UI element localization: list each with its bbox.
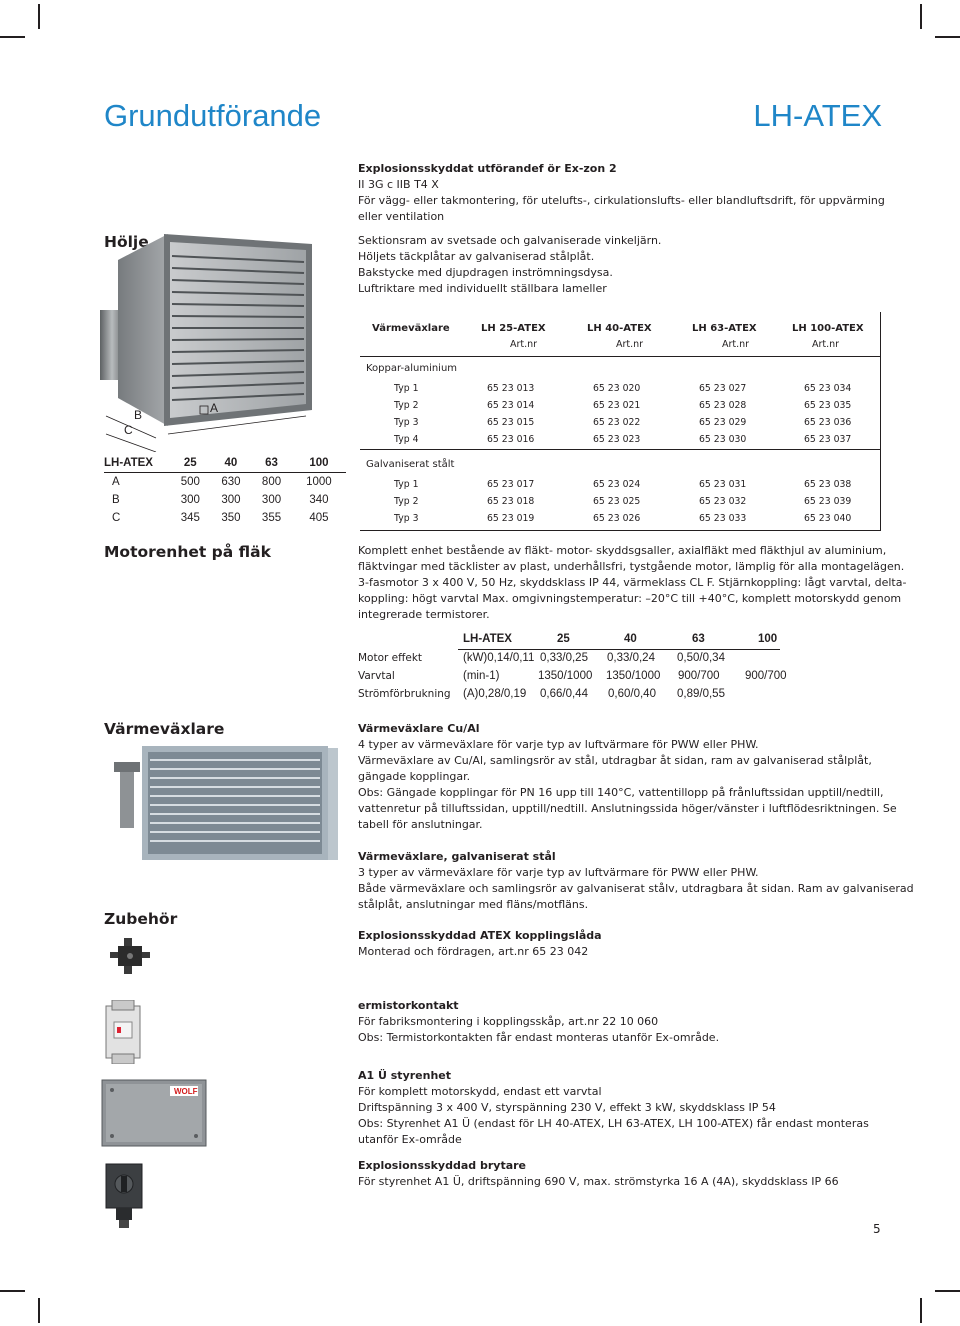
control-unit-icon — [100, 1076, 210, 1150]
hx-header-col: LH 25-ATEX — [481, 323, 546, 334]
motor-row-label: Motor effekt — [358, 652, 423, 664]
zubehor-line: För styrenhet A1 Ü, driftspänning 690 V, max. strömstyrka 16 A (4A), skyddsklass IP 66 — [358, 1175, 839, 1188]
hx-cell: 65 23 033 — [699, 513, 747, 524]
heat-exchanger-illustration — [106, 744, 346, 864]
hx-cell: Typ 3 — [394, 417, 419, 428]
crop-mark — [920, 4, 922, 29]
hx-cell: 65 23 017 — [487, 479, 535, 490]
table-row — [104, 509, 346, 527]
varme-line: Både värmeväxlare och samlingsrör av galvaniserat stålv, utdragbara åt sidan. Ram av galvaniserad — [358, 882, 914, 895]
zubehor-line: Driftspänning 3 x 400 V, styrspänning 230 V, effekt 3 kW, skyddsklass IP 54 — [358, 1101, 776, 1114]
table-row — [104, 491, 346, 509]
motor-cell: 1350/1000 — [538, 670, 593, 682]
hx-cell: Typ 4 — [394, 434, 419, 445]
zubehor-heading: Explosionsskyddad brytare — [358, 1159, 527, 1172]
motor-line: fläktvingar med täcklister av plast, underhållsfri, tystgående motor, lämplig för alla montagelägen. — [358, 560, 905, 573]
hx-subheader: Art.nr — [616, 339, 644, 350]
dim-cell: C — [112, 512, 121, 524]
motor-cell: (kW)0,14/0,11 — [463, 652, 535, 664]
hx-cell: 65 23 028 — [699, 400, 747, 411]
hx-subheader: Art.nr — [812, 339, 840, 350]
zubehor-heading: ermistorkontakt — [358, 999, 459, 1012]
air-heater-illustration — [96, 220, 352, 452]
table-row — [394, 510, 851, 527]
section-heading-zubehor: Zubehör — [104, 910, 178, 928]
table-row — [104, 473, 346, 492]
hx-cell: 65 23 013 — [487, 383, 535, 394]
hx-cell: 65 23 024 — [593, 479, 641, 490]
holje-line: Sektionsram av svetsade och galvaniserade vinkeljärn. — [358, 234, 662, 247]
motor-header: 40 — [624, 633, 637, 645]
table-row — [394, 476, 851, 493]
dim-header: 63 — [265, 457, 278, 469]
dim-label-a: A — [210, 401, 219, 415]
section-heading-motor: Motorenhet på fläk — [104, 543, 271, 561]
varme-description — [358, 721, 914, 913]
motor-cell: 900/700 — [745, 670, 787, 682]
hx-cell: 65 23 034 — [804, 383, 852, 394]
switch-icon — [100, 1160, 150, 1232]
dim-cell: 355 — [261, 512, 282, 524]
varme-line: gängade kopplingar. — [358, 770, 471, 783]
dim-header: 40 — [224, 457, 238, 469]
hx-cell: Typ 1 — [394, 383, 419, 394]
dim-cell: 340 — [309, 494, 329, 506]
dim-header: 100 — [309, 457, 329, 469]
hx-cell: 65 23 029 — [699, 417, 747, 428]
hx-cell: 65 23 036 — [804, 417, 852, 428]
motor-line: koppling: högt varvtal Max. omgivningstemperatur: –20°C till +40°C, komplett motorskydd genom — [358, 592, 902, 605]
thermistor-contact-icon — [100, 1000, 148, 1064]
hx-cell: 65 23 020 — [593, 383, 641, 394]
hx-subheader: Art.nr — [722, 339, 750, 350]
zubehor-line: För fabriksmontering i kopplingsskåp, art.nr 22 10 060 — [358, 1015, 659, 1028]
dim-cell: 300 — [261, 494, 282, 506]
varme-line: tabell för anslutningar. — [358, 818, 483, 831]
crop-mark — [38, 4, 40, 29]
dim-cell: A — [112, 476, 120, 488]
zubehor-line: Obs: Termistorkontakten får endast monteras utanför Ex-område. — [358, 1031, 720, 1044]
motor-header: 63 — [692, 633, 705, 645]
dimension-table — [104, 454, 346, 527]
dim-cell: 350 — [221, 512, 241, 524]
hx-cell: Typ 1 — [394, 479, 419, 490]
hx-cell: 65 23 019 — [487, 513, 535, 524]
hx-cell: 65 23 023 — [593, 434, 641, 445]
hx-table-copper — [394, 380, 851, 448]
varme-line: Värmeväxlare av Cu/Al, samlingsrör av stål, utdragbar åt sidan, ram av galvaniserad stålplåt, — [358, 754, 872, 767]
zubehor-item — [358, 1158, 878, 1190]
hx-table-galvanized — [394, 476, 851, 527]
table-row — [394, 380, 851, 397]
motor-line: Komplett enhet bestående av fläkt- motor- skyddsgsaller, axialfläkt med fläkthjul av aluminium, — [358, 544, 887, 557]
holje-heading: Explosionsskyddat utförandef ör Ex-zon 2 — [358, 162, 617, 175]
junction-box-icon — [106, 936, 154, 976]
hx-cell: 65 23 039 — [804, 496, 852, 507]
hx-cell: 65 23 026 — [593, 513, 641, 524]
motor-header: 100 — [758, 633, 778, 645]
motor-cell: 0,89/0,55 — [677, 688, 725, 700]
page-number: 5 — [873, 1222, 881, 1236]
hx-cell: Typ 2 — [394, 400, 419, 411]
holje-line: II 3G c IIB T4 X — [358, 178, 439, 191]
hx-header-col: LH 40-ATEX — [587, 323, 652, 334]
motor-cell: 0,50/0,34 — [677, 652, 725, 664]
table-row — [394, 431, 851, 448]
hx-cell: Typ 3 — [394, 513, 419, 524]
holje-line: eller ventilation — [358, 210, 445, 223]
motor-cell: (min-1) — [463, 670, 500, 682]
zubehor-line: Monterad och fördragen, art.nr 65 23 042 — [358, 945, 589, 958]
dim-header: 25 — [183, 457, 197, 469]
hx-header-col: LH 63-ATEX — [692, 323, 757, 334]
table-row — [394, 493, 851, 510]
motor-cell: (A)0,28/0,19 — [463, 688, 527, 700]
motor-line: integrerade termistorer. — [358, 608, 490, 621]
zubehor-heading: Explosionsskyddad ATEX kopplingslåda — [358, 929, 602, 942]
zubehor-line: För komplett motorskydd, endast ett varvtal — [358, 1085, 602, 1098]
varme-line: Obs: Gängade kopplingar för PN 16 upp till 140°C, vattentillopp på frånluftssidan upptill/nedtill, — [358, 786, 884, 799]
varme-line: 4 typer av värmeväxlare för varje typ av luftvärmare för PWW eller PHW. — [358, 738, 759, 751]
varme-line: 3 typer av värmeväxlare för varje typ av luftvärmare för PWW eller PHW. — [358, 866, 759, 879]
hx-cell: 65 23 027 — [699, 383, 747, 394]
dim-cell: 800 — [261, 476, 282, 488]
varme-heading: Värmeväxlare, galvaniserat stål — [358, 850, 556, 863]
dim-label-b: B — [134, 408, 143, 422]
hx-table-divider — [360, 356, 880, 357]
hx-cell: 65 23 015 — [487, 417, 535, 428]
hx-cell: 65 23 022 — [593, 417, 641, 428]
crop-mark — [920, 1298, 922, 1323]
hx-cell: 65 23 016 — [487, 434, 535, 445]
dim-cell: 300 — [221, 494, 241, 506]
motor-header: LH-ATEX — [463, 633, 512, 645]
page-title: Grundutförande — [104, 98, 322, 133]
holje-description — [358, 161, 885, 297]
dim-cell: 345 — [180, 512, 200, 524]
hx-table-divider — [360, 449, 880, 450]
motor-line: 3-fasmotor 3 x 400 V, 50 Hz, skyddsklass IP 44, värmeklass CL F. Stjärnkoppling: lågt varvtal, delta- — [358, 576, 907, 589]
wolf-logo: WOLF — [174, 1087, 198, 1096]
hx-subheader: Art.nr — [510, 339, 538, 350]
crop-mark — [38, 1298, 40, 1323]
hx-cell: 65 23 021 — [593, 400, 641, 411]
hx-cell: 65 23 037 — [804, 434, 852, 445]
zubehor-heading: A1 Ü styrenhet — [358, 1069, 452, 1082]
hx-cell: 65 23 014 — [487, 400, 535, 411]
motor-row-label: Varvtal — [358, 670, 395, 682]
motor-cell: 1350/1000 — [606, 670, 661, 682]
crop-mark — [935, 36, 960, 38]
motor-description — [358, 543, 907, 623]
dim-cell: 1000 — [306, 476, 332, 488]
hx-group-label: Galvaniserat stålt — [366, 459, 455, 470]
varme-line: stålplåt, anslutningar med fläns/motfläns. — [358, 898, 589, 911]
hx-cell: 65 23 032 — [699, 496, 747, 507]
motor-header: 25 — [557, 633, 570, 645]
hx-header-label: Värmeväxlare — [372, 323, 450, 334]
varme-heading: Värmeväxlare Cu/Al — [358, 722, 480, 735]
dim-header: LH-ATEX — [104, 457, 153, 469]
zubehor-line: utanför Ex-område — [358, 1133, 462, 1146]
motor-cell: 0,60/0,40 — [608, 688, 656, 700]
hx-cell: 65 23 030 — [699, 434, 747, 445]
dim-cell: 300 — [180, 494, 200, 506]
section-heading-varme: Värmeväxlare — [104, 720, 225, 738]
motor-cell: 0,66/0,44 — [540, 688, 588, 700]
crop-mark — [0, 36, 25, 38]
hx-header-col: LH 100-ATEX — [792, 323, 864, 334]
dim-cell: 630 — [221, 476, 241, 488]
dim-cell: B — [112, 494, 120, 506]
section-heading-holje: Hölje — [104, 233, 149, 251]
dim-cell: 405 — [309, 512, 329, 524]
hx-cell: 65 23 018 — [487, 496, 535, 507]
motor-row-label: Strömförbrukning — [358, 688, 451, 700]
zubehor-item — [358, 928, 878, 960]
hx-group-label: Koppar-aluminium — [366, 363, 458, 374]
zubehor-line: Obs: Styrenhet A1 Ü (endast för LH 40-ATEX, LH 63-ATEX, LH 100-ATEX) får endast monteras — [358, 1117, 869, 1130]
varme-line: vattenretur på tilluftssidan, upptill/nedtill. Anslutningssida höger/vänster i luftflödesriktningen. Se — [358, 802, 897, 815]
hx-cell: 65 23 035 — [804, 400, 852, 411]
holje-line: Höljets täckplåtar av galvaniserad stålplåt. — [358, 250, 595, 263]
hx-cell: 65 23 040 — [804, 513, 852, 524]
hx-cell: 65 23 038 — [804, 479, 852, 490]
motor-cell: 0,33/0,24 — [607, 652, 655, 664]
hx-cell: Typ 2 — [394, 496, 419, 507]
zubehor-item — [358, 1068, 878, 1148]
product-title: LH-ATEX — [753, 98, 882, 133]
motor-cell: 0,33/0,25 — [540, 652, 588, 664]
holje-line: För vägg- eller takmontering, för utelufts-, cirkulationslufts- eller blandluftsdrift, för uppvärming — [358, 194, 885, 207]
table-row — [394, 414, 851, 431]
motor-cell: 900/700 — [678, 670, 720, 682]
crop-mark — [935, 1290, 960, 1292]
dim-label-c: C — [124, 423, 133, 437]
dim-cell: 500 — [180, 476, 200, 488]
zubehor-item — [358, 998, 878, 1046]
table-row — [394, 397, 851, 414]
holje-line: Luftriktare med individuellt ställbara lameller — [358, 282, 607, 295]
holje-line: Bakstycke med djupdragen inströmningsdysa. — [358, 266, 613, 279]
hx-cell: 65 23 025 — [593, 496, 641, 507]
crop-mark — [0, 1290, 25, 1292]
motor-table-rule — [458, 649, 780, 650]
hx-cell: 65 23 031 — [699, 479, 747, 490]
